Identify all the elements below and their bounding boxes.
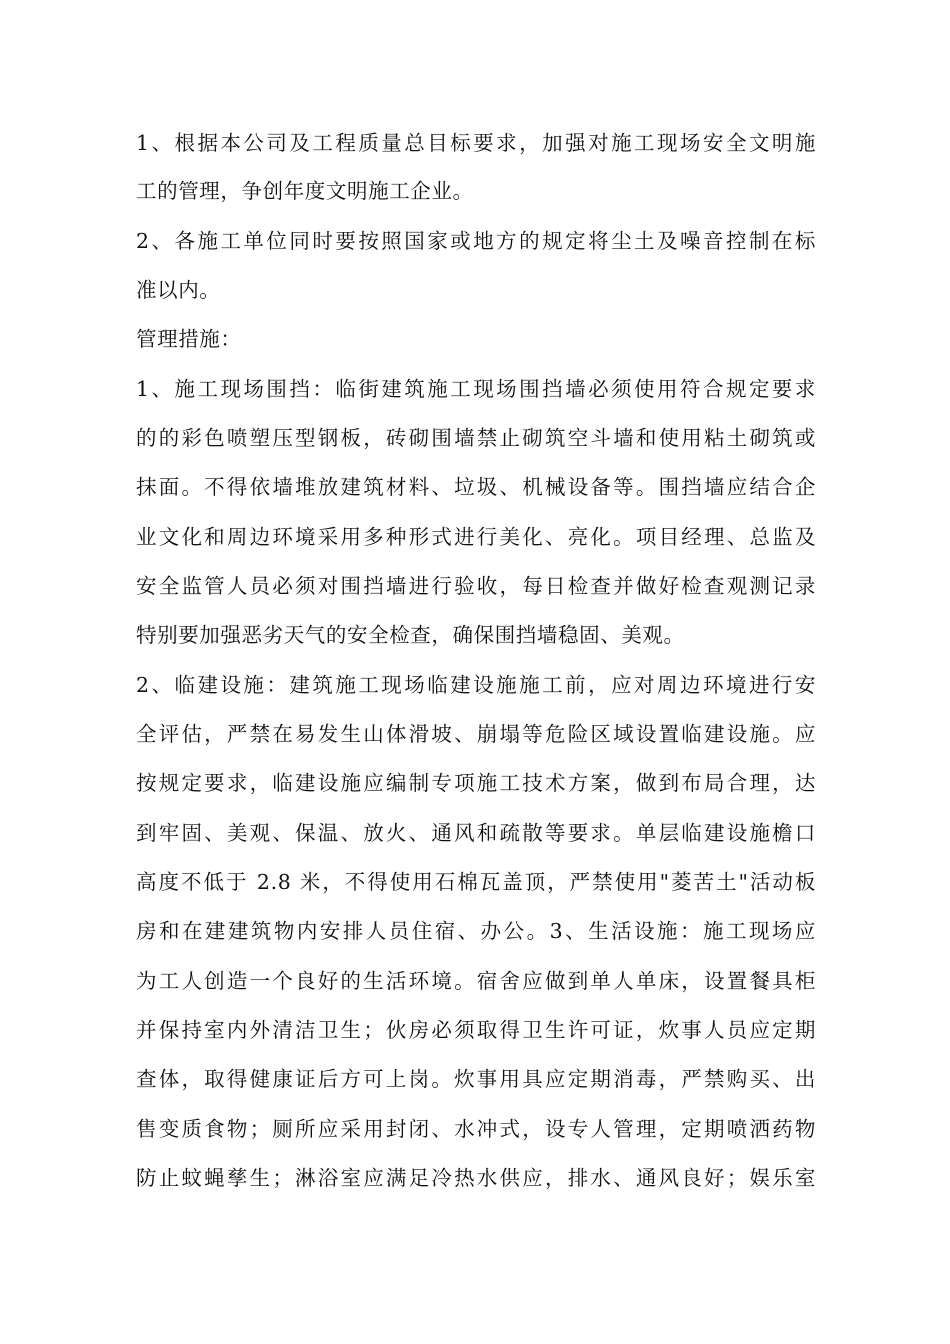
text-line: 查体，取得健康证后方可上岗。炊事用具应定期消毒，严禁购买、出	[136, 1067, 816, 1091]
text-line: 为工人创造一个良好的生活环境。宿舍应做到单人单床，设置餐具柜	[136, 969, 816, 993]
text-line: 房和在建建筑物内安排人员住宿、办公。3、生活设施：施工现场应	[136, 919, 816, 943]
text-line: 的的彩色喷塑压型钢板，砖砌围墙禁止砌筑空斗墙和使用粘土砌筑或	[136, 426, 816, 450]
text-line: 安全监管人员必须对围挡墙进行验收，每日检查并做好检查观测记录	[136, 574, 816, 598]
section-heading: 管理措施：	[136, 327, 242, 351]
text-line: 到牢固、美观、保温、放火、通风和疏散等要求。单层临建设施檐口	[136, 821, 816, 845]
text-line: 特别要加强恶劣天气的安全检查，确保围挡墙稳固、美观。	[136, 623, 685, 647]
text-line: 全评估，严禁在易发生山体滑坡、崩塌等危险区域设置临建设施。应	[136, 722, 816, 746]
text-line: 高度不低于 2.8 米，不得使用石棉瓦盖顶，严禁使用"菱苦土"活动板	[136, 870, 816, 894]
text-line: 工的管理，争创年度文明施工企业。	[136, 179, 474, 203]
text-line: 2、临建设施：建筑施工现场临建设施施工前，应对周边环境进行安	[136, 673, 816, 697]
text-line: 售变质食物；厕所应采用封闭、水冲式，设专人管理，定期喷洒药物	[136, 1117, 816, 1141]
text-line: 防止蚊蝇孳生；淋浴室应满足冷热水供应，排水、通风良好；娱乐室	[136, 1166, 816, 1190]
text-line: 并保持室内外清洁卫生；伙房必须取得卫生许可证，炊事人员应定期	[136, 1018, 816, 1042]
text-line: 1、根据本公司及工程质量总目标要求，加强对施工现场安全文明施	[136, 131, 816, 155]
text-line: 1、施工现场围挡：临街建筑施工现场围挡墙必须使用符合规定要求	[136, 377, 816, 401]
text-line: 抹面。不得依墙堆放建筑材料、垃圾、机械设备等。围挡墙应结合企	[136, 475, 816, 499]
text-line: 按规定要求，临建设施应编制专项施工技术方案，做到布局合理，达	[136, 771, 816, 795]
text-line: 2、各施工单位同时要按照国家或地方的规定将尘土及噪音控制在标	[136, 229, 816, 253]
text-line: 业文化和周边环境采用多种形式进行美化、亮化。项目经理、总监及	[136, 525, 816, 549]
text-line: 准以内。	[136, 278, 221, 302]
